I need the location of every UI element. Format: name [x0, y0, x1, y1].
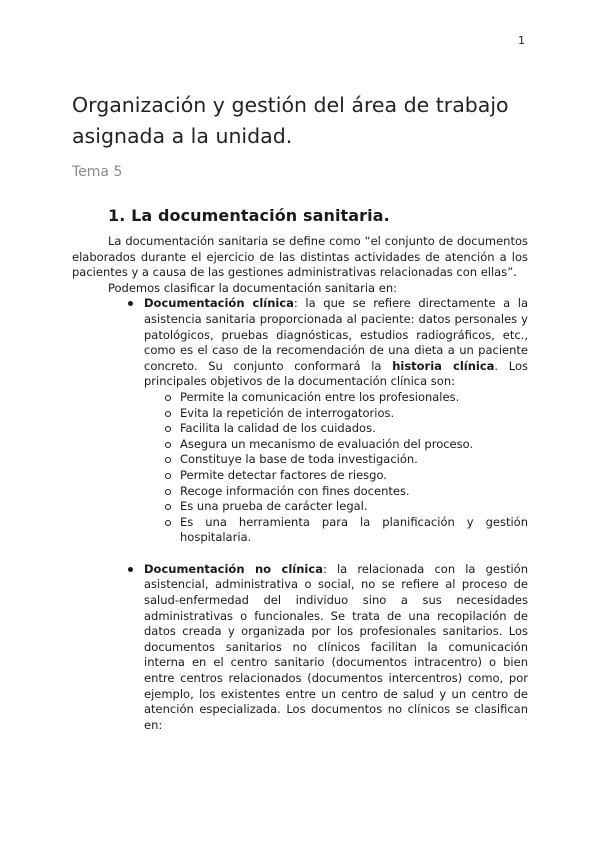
objectives-list	[144, 390, 528, 546]
objective-item: Constituye la base de toda investigación.	[180, 452, 528, 468]
objective-item: Permite detectar factores de riesgo.	[180, 468, 528, 484]
term-clinical-history: historia clínica	[392, 358, 495, 373]
section-body	[72, 234, 528, 733]
clinical-description-end: . Los principales objetivos de la documentación clínica son:	[144, 358, 529, 389]
objective-item: Permite la comunicación entre los profesionales.	[180, 390, 528, 406]
objective-item: Es una herramienta para la planificación y gestión hospitalaria.	[180, 514, 528, 545]
documentation-types-list	[72, 296, 528, 733]
non-clinical-description: : la relacionada con la gestión asistencial, administrativa o social, no se refiere al proceso de salud-enfermedad del individuo sino a sus necesidades administrativas o funcionales. Se trata de una recopilación de datos creada y organizada por los profesionales sanitarios. Los documentos sanitarios no clínicos facilitan la comunicación interna en el centro sanitario (documentos intracentro) o bien entre centros relacionados (documentos intercentros) como, por ejemplo, los existentes entre un centro de salud y un centro de atención especializada. Los documentos no clínicos se clasifican en:	[144, 561, 528, 732]
objective-item: Evita la repetición de interrogatorios.	[180, 406, 528, 422]
section-heading: 1. La documentación sanitaria.	[108, 206, 390, 225]
list-item-non-clinical-documentation	[144, 562, 528, 734]
objective-item: Es una prueba de carácter legal.	[180, 499, 528, 515]
term-non-clinical-documentation: Documentación no clínica	[144, 561, 323, 576]
objective-item: Recoge información con fines docentes.	[180, 484, 528, 500]
objective-item: Asegura un mecanismo de evaluación del proceso.	[180, 437, 528, 453]
list-item-clinical-documentation	[144, 296, 528, 546]
page-number: 1	[518, 34, 525, 47]
document-title: Organización y gestión del área de trabajo asignada a la unidad.	[72, 93, 509, 148]
objective-item: Facilita la calidad de los cuidados.	[180, 421, 528, 437]
document-subtitle: Tema 5	[72, 164, 123, 180]
term-clinical-documentation: Documentación clínica	[144, 296, 294, 311]
intro-paragraph: La documentación sanitaria se define como “el conjunto de documentos elaborados durante el ejercicio de las distintas actividades de atención a los pacientes y a causa de las gestiones administrativas relacionadas con ellas”.	[72, 234, 528, 280]
clinical-description: : la que se refiere directamente a la asistencia sanitaria proporcionada al paciente: datos personales y patológicos, pruebas diagnósticas, estudios radiográficos, etc., como es el caso de la recomendación de una dieta a un paciente concreto. Su conjunto conformará la	[144, 296, 528, 373]
spacer	[144, 546, 528, 562]
classify-paragraph: Podemos clasificar la documentación sanitaria en:	[108, 280, 397, 295]
